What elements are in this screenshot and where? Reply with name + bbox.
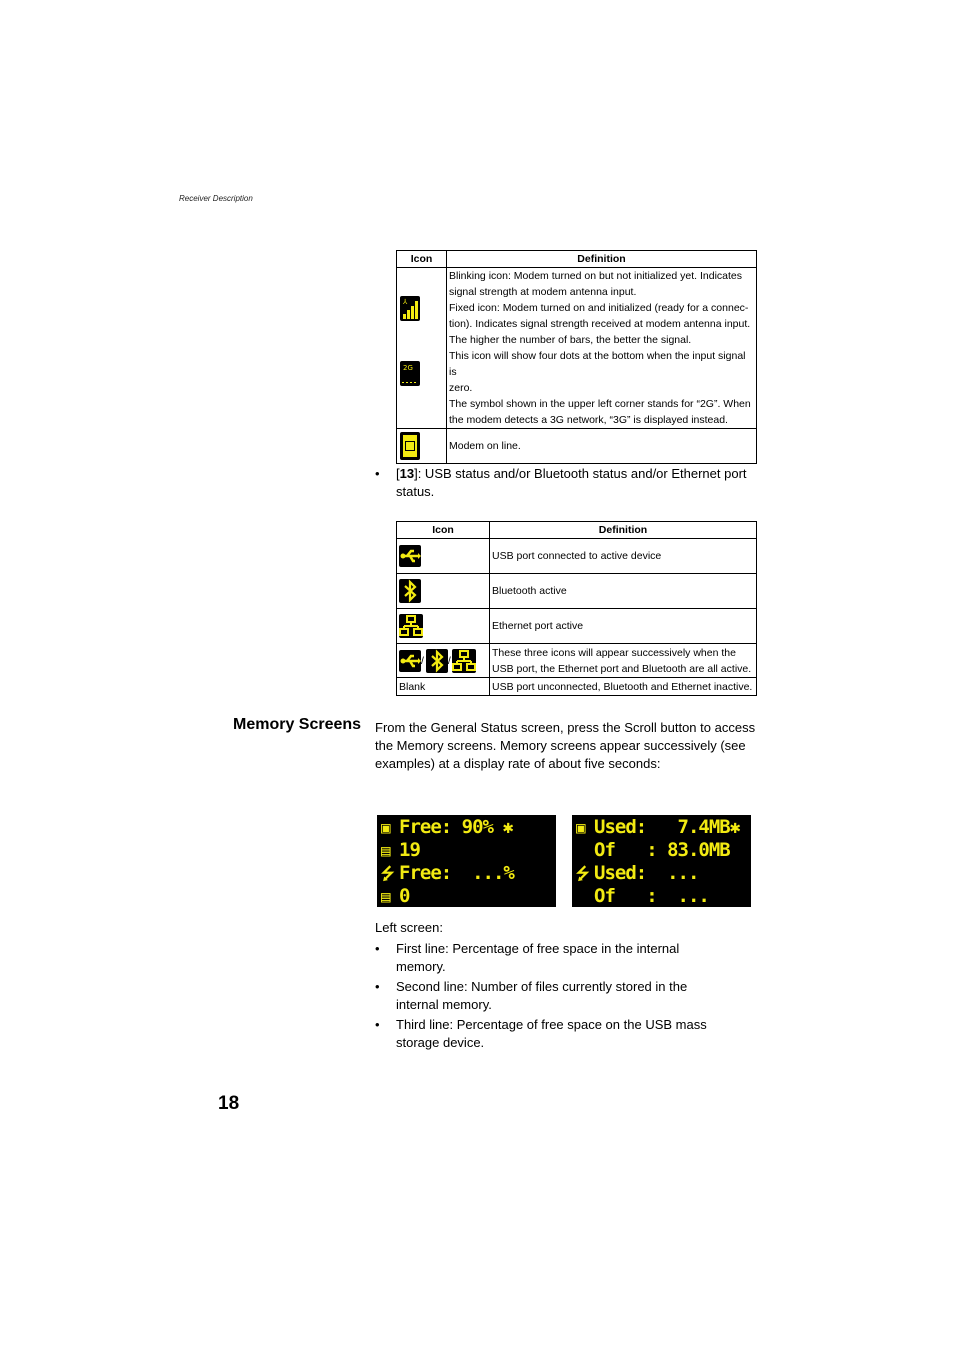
floppy-disk-icon: ▣ <box>381 818 390 837</box>
running-header: Receiver Description <box>179 194 253 203</box>
left-memory-screen: ▣ Free: 90% ✱ ▤ 19 ⭍ Free: ...% ▤ 0 <box>377 815 556 907</box>
callout-number: 13 <box>399 466 415 481</box>
floppy-disk-icon: ▣ <box>576 818 585 837</box>
usb-icon <box>399 650 421 672</box>
signal-strength-icon <box>400 296 420 321</box>
usb-definition: USB port connected to active device <box>490 539 757 574</box>
section-title: Memory Screens <box>233 716 362 733</box>
definition-column-header: Definition <box>490 522 757 539</box>
right-memory-screen: ▣ Used: 7.4MB✱ Of : 83.0MB ⭍ Used: ... Of : ... <box>572 815 751 907</box>
all-active-icons-cell <box>397 644 490 678</box>
usb-icon-cell <box>397 539 490 574</box>
asterisk-icon: ✱ <box>729 817 740 838</box>
icon-column-header: Icon <box>397 522 490 539</box>
modem-online-definition: Modem on line. <box>447 429 757 464</box>
usb-icon: ⭍ <box>381 864 394 883</box>
zero-signal-icon <box>400 361 420 386</box>
blank-icon-cell: Blank <box>397 678 490 696</box>
definition-column-header: Definition <box>447 251 757 268</box>
blank-definition: USB port unconnected, Bluetooth and Ethernet inactive. <box>490 678 757 696</box>
modem-online-icon-cell <box>397 429 447 464</box>
modem-online-icon <box>400 432 420 460</box>
file-icon: ▤ <box>381 841 390 860</box>
ethernet-icon-cell <box>397 609 490 644</box>
asterisk-icon: ✱ <box>492 817 513 838</box>
icon-separator: / <box>447 654 451 667</box>
modem-signal-definition: Blinking icon: Modem turned on but not initialized yet. Indicates signal strength at modem antenna input. Fixed icon: Modem turned on and initialized (ready for a connec- tion). Indicates signal strength received at modem antenna input. The higher the number of bars, the better the signal. This icon will show four dots at the bottom when the input signal is zero. The symbol shown in the upper left corner stands for “2G”. When the modem detects a 3G network, “3G” is displayed instead. <box>447 268 757 429</box>
bluetooth-icon <box>399 579 421 603</box>
icon-column-header: Icon <box>397 251 447 268</box>
ethernet-icon <box>452 649 476 673</box>
bullet-dot: • <box>375 466 380 481</box>
ethernet-definition: Ethernet port active <box>490 609 757 644</box>
network-generation-mark: 2G <box>403 364 413 372</box>
modem-icon-table <box>396 250 757 464</box>
all-active-definition: These three icons will appear successively when the USB port, the Ethernet port and Bluetooth are all active. <box>490 644 757 678</box>
ethernet-icon <box>399 614 423 638</box>
left-screen-label: Left screen: <box>375 920 443 935</box>
bluetooth-definition: Bluetooth active <box>490 574 757 609</box>
icon-separator: / <box>421 654 424 667</box>
bluetooth-icon <box>426 649 448 673</box>
usb-icon <box>399 545 421 567</box>
memory-intro-paragraph: From the General Status screen, press the Scroll button to access the Memory screens. Memory screens appear successively (see examples) at a display rate of about five seconds: <box>375 720 756 771</box>
page-number: 18 <box>218 1093 240 1114</box>
modem-signal-icon-cell <box>397 268 447 429</box>
file-icon: ▤ <box>381 887 390 906</box>
bluetooth-icon-cell <box>397 574 490 609</box>
connection-icon-table <box>396 521 757 696</box>
svg-text:⅄: ⅄ <box>403 298 408 306</box>
usb-icon: ⭍ <box>576 864 589 883</box>
